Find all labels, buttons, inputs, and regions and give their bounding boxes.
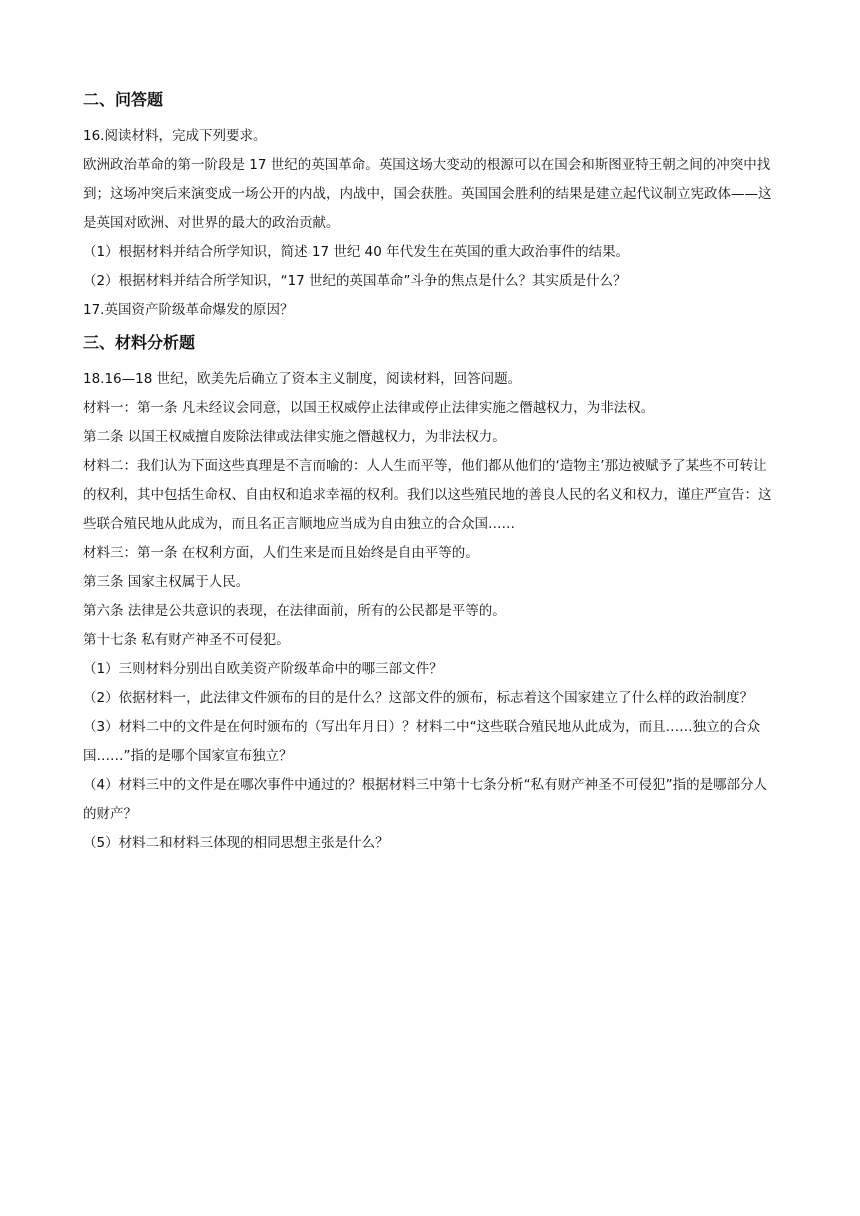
section-heading-material-analysis: 三、材料分析题 — [83, 333, 196, 352]
material-2: 材料二：我们认为下面这些真理是不言而喻的：人人生而平等，他们都从他们的‘造物主’那边被赋予了某些不可转让的权利，其中包括生命权、自由权和追求幸福的权利。我们以这些殖民地的善良人民的名义和权力，谨庄严宣告：这些联合殖民地从此成为，而且名正言顺地应当成为自由独立的合众国…… — [83, 458, 772, 532]
question-18-part-1: （1）三则材料分别出自欧美资产阶级革命中的哪三部文件？ — [83, 661, 443, 677]
question-18-part-4: （4）材料三中的文件是在哪次事件中通过的？根据材料三中第十七条分析“私有财产神圣不可侵犯”指的是哪部分人的财产？ — [83, 777, 768, 822]
question-18-part-2: （2）依据材料一，此法律文件颁布的目的是什么？这部文件的颁布，标志着这个国家建立了什么样的政治制度？ — [83, 690, 754, 706]
material-3-article-17: 第十七条 私有财产神圣不可侵犯。 — [83, 632, 290, 648]
question-18-intro: 18.16—18 世纪，欧美先后确立了资本主义制度，阅读材料，回答问题。 — [83, 371, 522, 387]
question-16-intro: 16.阅读材料，完成下列要求。 — [83, 128, 267, 144]
question-16-part-2: （2）根据材料并结合所学知识，“17 世纪的英国革命”斗争的焦点是什么？其实质是什么？ — [83, 273, 627, 289]
question-17: 17.英国资产阶级革命爆发的原因？ — [83, 302, 294, 318]
question-18-part-5: （5）材料二和材料三体现的相同思想主张是什么？ — [83, 835, 389, 851]
material-1-article-1: 材料一：第一条 凡未经议会同意，以国王权威停止法律或停止法律实施之僭越权力，为非法权。 — [83, 400, 655, 416]
section-heading-qa: 二、问答题 — [83, 90, 164, 109]
material-1-article-2: 第二条 以国王权威擅自废除法律或法律实施之僭越权力，为非法权力。 — [83, 429, 506, 445]
material-3-article-3: 第三条 国家主权属于人民。 — [83, 574, 250, 590]
question-16-part-1: （1）根据材料并结合所学知识，简述 17 世纪 40 年代发生在英国的重大政治事件的结果。 — [83, 244, 630, 260]
question-16-material: 欧洲政治革命的第一阶段是 17 世纪的英国革命。英国这场大变动的根源可以在国会和斯图亚特王朝之间的冲突中找到；这场冲突后来演变成一场公开的内战，内战中，国会获胜。英国国会胜利的结果是建立起代议制立宪政体——这是英国对欧洲、对世界的最大的政治贡献。 — [83, 157, 772, 231]
material-3-article-1: 材料三：第一条 在权利方面，人们生来是而且始终是自由平等的。 — [83, 545, 479, 561]
material-3-article-6: 第六条 法律是公共意识的表现，在法律面前，所有的公民都是平等的。 — [83, 603, 506, 619]
document-content — [83, 86, 779, 858]
question-18-part-3: （3）材料二中的文件是在何时颁布的（写出年月日）？材料二中“这些联合殖民地从此成为，而且……独立的合众国……”指的是哪个国家宣布独立？ — [83, 719, 761, 764]
